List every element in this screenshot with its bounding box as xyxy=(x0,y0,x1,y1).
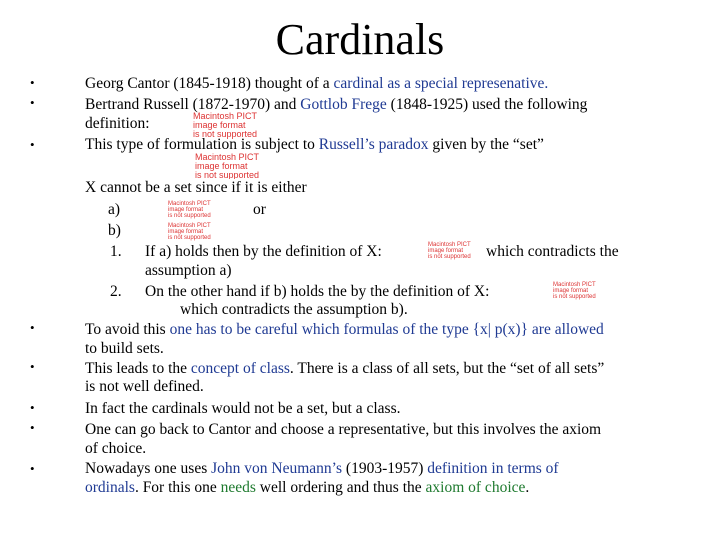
text-span-ordinals: ordinals xyxy=(85,479,135,496)
bullet-3: • xyxy=(30,137,35,152)
text-line-of-choice: of choice. xyxy=(85,440,147,457)
pict-placeholder-image xyxy=(553,281,613,301)
pict-text: image format xyxy=(428,248,464,254)
text-span: This type of formulation is subject to xyxy=(85,136,319,153)
text-line-avoid xyxy=(85,321,604,339)
text-line-not-well-defined: is not well defined. xyxy=(85,378,204,395)
pict-text: Macintosh PICT xyxy=(428,242,471,248)
bullet-1: • xyxy=(30,75,35,90)
pict-text: image format xyxy=(553,288,589,294)
text-span: . For this one xyxy=(134,479,221,496)
text-step-1-assumption: assumption a) xyxy=(145,262,232,279)
text-span: (1903-1957) xyxy=(342,460,428,477)
text-line-class xyxy=(85,360,604,378)
bullet-7: • xyxy=(30,420,35,435)
text-span: This leads to the xyxy=(85,360,191,377)
text-line-russell xyxy=(85,96,587,114)
pict-placeholder-image xyxy=(193,111,323,139)
text-a-label: a) xyxy=(108,201,121,218)
text-step-2-contradicts: which contradicts the assumption b). xyxy=(180,301,408,318)
pict-text: image format xyxy=(193,119,246,130)
bullet-2: • xyxy=(30,95,35,110)
text-span: To avoid this xyxy=(85,321,170,338)
bullet-8: • xyxy=(30,461,35,476)
bullet-6: • xyxy=(30,400,35,415)
text-span: Nowadays one uses xyxy=(85,460,212,477)
pict-text: Macintosh PICT xyxy=(195,153,260,162)
pict-text: image format xyxy=(195,160,248,171)
pict-placeholder-image xyxy=(168,222,238,242)
pict-text: is not supported xyxy=(195,169,260,179)
text-step-2-number: 2. xyxy=(110,283,122,300)
pict-placeholder-image xyxy=(428,241,488,261)
text-span: . xyxy=(525,479,530,496)
pict-text: image format xyxy=(168,229,204,235)
pict-text: Macintosh PICT xyxy=(168,223,211,229)
pict-text: image format xyxy=(168,207,204,213)
pict-text: Macintosh PICT xyxy=(193,111,258,121)
text-line-ordinals xyxy=(85,479,529,497)
text-span: (1848-1925) used the following xyxy=(386,96,588,113)
text-span-careful: one has to be careful which formulas of the type {x| p(x)} are allowed xyxy=(169,321,604,338)
text-span-von-neumann: John von Neumann’s xyxy=(211,460,343,477)
pict-placeholder-image xyxy=(168,200,238,220)
pict-text: is not supported xyxy=(428,254,471,260)
text-span: Bertrand Russell (1872-1970) and xyxy=(85,96,301,113)
text-span: . There is a class of all sets, but the “set of all sets” xyxy=(289,360,605,377)
text-span-needs: needs xyxy=(220,479,256,496)
text-span: given by the “set” xyxy=(428,136,544,153)
text-line-x-not-set: X cannot be a set since if it is either xyxy=(85,179,307,196)
text-span-concept-of-class: concept of class xyxy=(190,360,290,377)
text-span: well ordering and thus the xyxy=(255,479,426,496)
pict-placeholder-image xyxy=(195,153,287,179)
text-line-cantor xyxy=(85,75,548,93)
pict-text: is not supported xyxy=(193,128,258,139)
text-span-paradox: Russell’s paradox xyxy=(318,136,429,153)
text-step-1-number: 1. xyxy=(110,243,122,260)
text-line-in-fact: In fact the cardinals would not be a set, but a class. xyxy=(85,400,401,417)
pict-text: Macintosh PICT xyxy=(553,282,596,288)
text-line-definition: definition: xyxy=(85,115,150,132)
text-span: Georg Cantor (1845-1918) thought of a xyxy=(85,75,334,92)
slide-title: Cardinals xyxy=(275,15,445,64)
bullet-5: • xyxy=(30,359,35,374)
pict-text: is not supported xyxy=(168,213,211,219)
text-or: or xyxy=(253,201,266,218)
text-step-1: If a) holds then by the definition of X: xyxy=(145,243,382,260)
pict-text: is not supported xyxy=(168,235,211,241)
text-line-formulation xyxy=(85,136,544,154)
text-line-nowadays xyxy=(85,460,559,478)
text-span-definition: definition in terms of xyxy=(427,460,559,477)
text-line-build-sets: to build sets. xyxy=(85,340,164,357)
text-line-go-back: One can go back to Cantor and choose a representative, but this involves the axiom xyxy=(85,421,602,438)
text-span-axiom-of-choice: axiom of choice xyxy=(425,479,526,496)
text-span-cardinal: cardinal as a special represenative. xyxy=(333,75,549,92)
text-span-frege: Gottlob Frege xyxy=(300,96,387,113)
text-b-label: b) xyxy=(108,222,121,239)
text-step-1-contradicts: which contradicts the xyxy=(486,243,619,260)
pict-text: Macintosh PICT xyxy=(168,201,211,207)
bullet-4: • xyxy=(30,320,35,335)
pict-text: is not supported xyxy=(553,294,596,300)
text-step-2: On the other hand if b) holds the by the definition of X: xyxy=(145,283,490,300)
